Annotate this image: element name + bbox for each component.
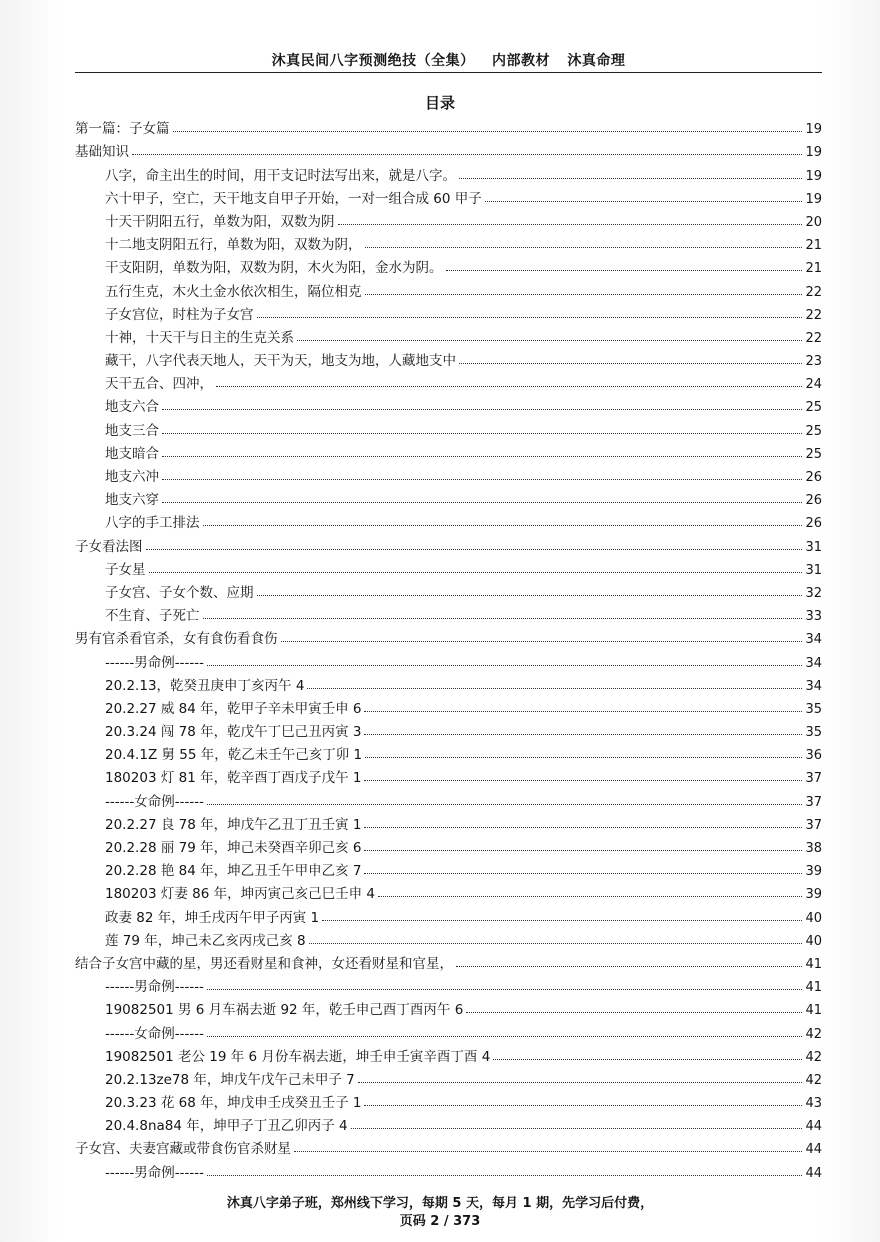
dot-leader bbox=[294, 1150, 802, 1152]
toc-entry-label: 20.4.1Z 舅 55 年，乾乙未壬午己亥丁卯 1 bbox=[105, 747, 363, 764]
toc-entry[interactable] bbox=[75, 346, 822, 369]
table-of-contents bbox=[75, 114, 822, 1181]
toc-entry-label: 干支阳阴，单数为阳，双数为阴，木火为阳，金水为阴。 bbox=[105, 260, 443, 277]
toc-entry-page: 19 bbox=[805, 122, 822, 138]
toc-entry-page: 24 bbox=[805, 377, 822, 393]
toc-entry[interactable] bbox=[75, 1111, 822, 1134]
toc-entry-page: 39 bbox=[805, 864, 822, 880]
toc-entry[interactable] bbox=[75, 972, 822, 995]
toc-entry[interactable] bbox=[75, 485, 822, 508]
toc-entry[interactable] bbox=[75, 763, 822, 786]
toc-entry[interactable] bbox=[75, 1018, 822, 1041]
toc-entry-label: 地支暗合 bbox=[105, 445, 159, 462]
dot-leader bbox=[364, 1104, 802, 1106]
dot-leader bbox=[207, 803, 802, 805]
toc-entry-label: 十天干阴阳五行，单数为阳，双数为阴 bbox=[105, 213, 335, 230]
toc-entry[interactable] bbox=[75, 902, 822, 925]
toc-entry[interactable] bbox=[75, 508, 822, 531]
toc-entry-page: 22 bbox=[805, 330, 822, 346]
dot-leader bbox=[365, 756, 802, 758]
toc-entry-label: 子女宫、夫妻宫藏或带食伤官杀财星 bbox=[75, 1141, 291, 1158]
toc-entry-page: 41 bbox=[805, 956, 822, 972]
toc-entry-page: 41 bbox=[805, 980, 822, 996]
toc-entry-label: ------女命例------ bbox=[105, 1025, 204, 1042]
toc-entry[interactable] bbox=[75, 369, 822, 392]
dot-leader bbox=[365, 293, 803, 295]
toc-entry-label: 天干五合、四冲， bbox=[105, 376, 213, 393]
dot-leader bbox=[162, 408, 802, 410]
toc-entry[interactable] bbox=[75, 276, 822, 299]
toc-entry[interactable] bbox=[75, 531, 822, 554]
toc-entry[interactable] bbox=[75, 671, 822, 694]
toc-entry-label: ------男命例------ bbox=[105, 979, 204, 996]
toc-entry-label: 19082501 老公 19 年 6 月份车祸去逝，坤壬申壬寅辛酉丁酉 4 bbox=[105, 1048, 491, 1065]
toc-entry-page: 40 bbox=[805, 933, 822, 949]
toc-entry[interactable] bbox=[75, 1042, 822, 1065]
dot-leader bbox=[364, 826, 802, 828]
toc-entry[interactable] bbox=[75, 230, 822, 253]
toc-entry[interactable] bbox=[75, 786, 822, 809]
toc-entry[interactable] bbox=[75, 717, 822, 740]
toc-entry-label: 20.4.8na84 年，坤甲子丁丑乙卯丙子 4 bbox=[105, 1118, 348, 1135]
dot-leader bbox=[281, 640, 803, 642]
toc-entry[interactable] bbox=[75, 555, 822, 578]
toc-entry-page: 40 bbox=[805, 910, 822, 926]
dot-leader bbox=[322, 919, 802, 921]
dot-leader bbox=[364, 779, 802, 781]
toc-entry-label: 20.2.13，乾癸丑庚申丁亥丙午 4 bbox=[105, 677, 305, 694]
dot-leader bbox=[466, 1011, 802, 1013]
toc-entry-page: 37 bbox=[805, 771, 822, 787]
toc-entry[interactable] bbox=[75, 1157, 822, 1180]
toc-entry[interactable] bbox=[75, 624, 822, 647]
dot-leader bbox=[485, 200, 803, 202]
toc-entry-page: 25 bbox=[805, 400, 822, 416]
dot-leader bbox=[162, 501, 802, 503]
toc-entry-page: 36 bbox=[805, 748, 822, 764]
dot-leader bbox=[378, 895, 802, 897]
toc-entry-page: 25 bbox=[805, 423, 822, 439]
toc-entry-label: ------女命例------ bbox=[105, 793, 204, 810]
running-header bbox=[75, 50, 822, 73]
footer-text: 沐真八字弟子班，郑州线下学习，每期 5 天，每月 1 期，先学习后付费， bbox=[226, 1196, 654, 1211]
toc-entry-page: 34 bbox=[805, 632, 822, 648]
dot-leader bbox=[338, 223, 803, 225]
toc-entry-label: 第一篇：子女篇 bbox=[75, 121, 170, 138]
toc-entry-page: 35 bbox=[805, 701, 822, 717]
dot-leader bbox=[216, 385, 802, 387]
dot-leader bbox=[358, 1081, 803, 1083]
toc-entry-page: 42 bbox=[805, 1026, 822, 1042]
toc-title: 目录 bbox=[424, 94, 455, 112]
toc-entry-page: 34 bbox=[805, 655, 822, 671]
toc-entry-page: 44 bbox=[805, 1142, 822, 1158]
toc-entry-page: 38 bbox=[805, 841, 822, 856]
toc-entry-label: 20.2.28 丽 79 年，坤己未癸酉辛卯己亥 6 bbox=[105, 840, 362, 856]
header-author: 沐真命理 bbox=[567, 53, 626, 69]
toc-entry-label: 子女宫位，时柱为子女宫 bbox=[105, 306, 254, 323]
toc-entry-label: 莲 79 年，坤己未乙亥丙戌己亥 8 bbox=[105, 932, 306, 949]
toc-entry[interactable] bbox=[75, 439, 822, 462]
toc-entry-label: 十二地支阴阳五行，单数为阳，双数为阴， bbox=[105, 237, 362, 254]
toc-entry-label: 五行生克，木火土金水依次相生，隔位相克 bbox=[105, 283, 362, 300]
toc-entry[interactable] bbox=[75, 1065, 822, 1088]
toc-entry[interactable] bbox=[75, 114, 822, 137]
toc-entry-page: 43 bbox=[805, 1096, 822, 1112]
toc-entry[interactable] bbox=[75, 995, 822, 1018]
toc-entry-label: 19082501 男 6 月车祸去逝 92 年，乾壬申己酉丁酉丙午 6 bbox=[105, 1002, 464, 1019]
toc-entry-label: 子女宫、子女个数、应期 bbox=[105, 584, 254, 601]
toc-entry-label: 地支六合 bbox=[105, 399, 159, 416]
toc-entry[interactable] bbox=[75, 300, 822, 323]
dot-leader bbox=[146, 548, 803, 550]
toc-entry-label: 八字，命主出生的时间，用干支记时法写出来，就是八字。 bbox=[105, 167, 456, 184]
dot-leader bbox=[493, 1058, 802, 1060]
toc-entry[interactable] bbox=[75, 160, 822, 183]
dot-leader bbox=[364, 849, 802, 851]
toc-entry-label: ------男命例------ bbox=[105, 654, 204, 671]
toc-entry[interactable] bbox=[75, 415, 822, 438]
toc-entry[interactable] bbox=[75, 647, 822, 670]
toc-entry-page: 25 bbox=[805, 446, 822, 462]
dot-leader bbox=[257, 594, 803, 596]
toc-entry[interactable] bbox=[75, 578, 822, 601]
dot-leader bbox=[203, 524, 803, 526]
dot-leader bbox=[351, 1127, 803, 1129]
toc-entry-label: 十神，十天干与日主的生克关系 bbox=[105, 329, 294, 346]
toc-entry-label: 不生育、子死亡 bbox=[105, 608, 200, 625]
toc-entry-page: 33 bbox=[805, 609, 822, 625]
toc-entry-page: 22 bbox=[805, 284, 822, 300]
toc-entry-page: 31 bbox=[805, 539, 822, 555]
header-tag: 内部教材 bbox=[492, 53, 550, 69]
toc-entry-page: 21 bbox=[805, 238, 822, 254]
toc-entry-page: 26 bbox=[805, 470, 822, 485]
toc-entry[interactable] bbox=[75, 1134, 822, 1157]
toc-entry[interactable] bbox=[75, 856, 822, 879]
toc-entry-page: 37 bbox=[805, 817, 822, 833]
toc-entry[interactable] bbox=[75, 810, 822, 833]
page-number: 页码 2 / 373 bbox=[399, 1214, 481, 1229]
dot-leader bbox=[162, 478, 802, 480]
toc-entry-label: 藏干，八字代表天地人，天干为天，地支为地，人藏地支中 bbox=[105, 353, 456, 370]
toc-entry[interactable] bbox=[75, 879, 822, 902]
dot-leader bbox=[456, 965, 802, 967]
dot-leader bbox=[446, 269, 803, 271]
toc-entry-page: 44 bbox=[805, 1119, 822, 1135]
dot-leader bbox=[132, 153, 802, 155]
toc-entry-page: 21 bbox=[805, 261, 822, 277]
toc-entry-page: 19 bbox=[805, 191, 822, 207]
toc-entry[interactable] bbox=[75, 323, 822, 346]
toc-entry[interactable] bbox=[75, 949, 822, 972]
dot-leader bbox=[459, 177, 802, 179]
toc-entry[interactable] bbox=[75, 740, 822, 763]
dot-leader bbox=[365, 246, 803, 248]
toc-entry-label: 八字的手工排法 bbox=[105, 515, 200, 532]
dot-leader bbox=[207, 664, 802, 666]
toc-entry-page: 26 bbox=[805, 516, 822, 532]
toc-entry[interactable] bbox=[75, 392, 822, 415]
toc-entry-label: 六十甲子，空亡，天干地支自甲子开始，一对一组合成 60 甲子 bbox=[105, 190, 482, 207]
toc-entry[interactable] bbox=[75, 601, 822, 624]
dot-leader bbox=[207, 988, 802, 990]
toc-entry-page: 26 bbox=[805, 493, 822, 509]
toc-entry-label: 20.2.13ze78 年，坤戊午戊午己未甲子 7 bbox=[105, 1071, 355, 1088]
dot-leader bbox=[162, 455, 802, 457]
toc-entry-page: 34 bbox=[805, 678, 822, 694]
dot-leader bbox=[162, 432, 802, 434]
dot-leader bbox=[364, 872, 802, 874]
toc-entry[interactable] bbox=[75, 462, 822, 485]
toc-entry-page: 20 bbox=[805, 214, 822, 230]
dot-leader bbox=[207, 1035, 802, 1037]
toc-entry-label: 20.2.27 威 84 年，乾甲子辛未甲寅壬申 6 bbox=[105, 700, 362, 717]
toc-entry-label: 结合子女宫中藏的星，男还看财星和食神，女还看财星和官星， bbox=[75, 955, 453, 972]
dot-leader bbox=[257, 316, 803, 318]
toc-entry-page: 19 bbox=[805, 168, 822, 184]
dot-leader bbox=[207, 1174, 802, 1176]
toc-entry-label: 地支六穿 bbox=[105, 492, 159, 509]
dot-leader bbox=[173, 130, 803, 132]
toc-entry-label: 基础知识 bbox=[75, 144, 129, 161]
toc-entry-label: 子女看法图 bbox=[75, 538, 143, 555]
toc-entry[interactable] bbox=[75, 926, 822, 949]
toc-entry-label: 20.3.24 闯 78 年，乾戊午丁巳己丑丙寅 3 bbox=[105, 724, 362, 741]
toc-entry-page: 22 bbox=[805, 307, 822, 323]
dot-leader bbox=[309, 942, 803, 944]
toc-entry-page: 31 bbox=[805, 562, 822, 578]
dot-leader bbox=[364, 710, 802, 712]
toc-entry-page: 23 bbox=[805, 354, 822, 370]
dot-leader bbox=[307, 687, 802, 689]
toc-entry-page: 42 bbox=[805, 1072, 822, 1088]
toc-entry-label: 地支三合 bbox=[105, 422, 159, 439]
toc-entry-label: 地支六冲 bbox=[105, 469, 159, 485]
toc-entry-page: 39 bbox=[805, 887, 822, 903]
toc-entry-label: 政妻 82 年，坤壬戌丙午甲子丙寅 1 bbox=[105, 909, 320, 926]
toc-entry[interactable] bbox=[75, 207, 822, 230]
toc-entry-label: ------男命例------ bbox=[105, 1164, 204, 1181]
toc-entry[interactable] bbox=[75, 833, 822, 856]
toc-entry-label: 子女星 bbox=[105, 561, 146, 578]
toc-entry-label: 180203 灯妻 86 年，坤丙寅己亥己巳壬申 4 bbox=[105, 886, 375, 903]
toc-entry[interactable] bbox=[75, 184, 822, 207]
dot-leader bbox=[203, 617, 803, 619]
toc-entry-page: 37 bbox=[805, 794, 822, 810]
toc-entry[interactable] bbox=[75, 694, 822, 717]
toc-entry-label: 20.3.23 花 68 年，坤戊申壬戌癸丑壬子 1 bbox=[105, 1095, 362, 1112]
book-title: 沐真民间八字预测绝技（全集） bbox=[271, 53, 475, 69]
toc-entry-label: 180203 灯 81 年，乾辛酉丁酉戊子戊午 1 bbox=[105, 770, 362, 787]
toc-entry-label: 20.2.27 良 78 年，坤戊午乙丑丁丑壬寅 1 bbox=[105, 816, 362, 833]
toc-entry-label: 男有官杀看官杀，女有食伤看食伤 bbox=[75, 631, 278, 648]
toc-entry-label: 20.2.28 艳 84 年，坤乙丑壬午甲申乙亥 7 bbox=[105, 863, 362, 880]
dot-leader bbox=[149, 571, 803, 573]
dot-leader bbox=[459, 362, 802, 364]
toc-entry-page: 19 bbox=[805, 145, 822, 161]
toc-entry-page: 44 bbox=[805, 1165, 822, 1181]
toc-entry[interactable] bbox=[75, 1088, 822, 1111]
dot-leader bbox=[297, 339, 802, 341]
toc-entry[interactable] bbox=[75, 253, 822, 276]
dot-leader bbox=[364, 733, 802, 735]
toc-entry-page: 35 bbox=[805, 725, 822, 741]
toc-entry-page: 42 bbox=[805, 1049, 822, 1065]
toc-entry-page: 41 bbox=[805, 1003, 822, 1019]
toc-entry[interactable] bbox=[75, 137, 822, 160]
toc-entry-page: 32 bbox=[805, 585, 822, 601]
